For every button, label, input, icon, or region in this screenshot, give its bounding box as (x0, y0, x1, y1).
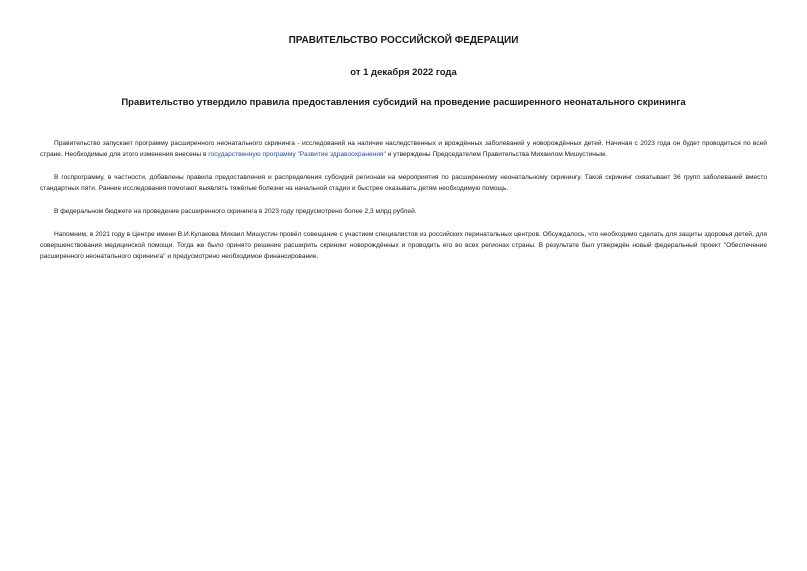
state-program-link[interactable]: государственную программу (208, 151, 296, 158)
healthcare-program-link[interactable]: "Развитие здравоохранения" (297, 151, 386, 158)
paragraph-3: В федеральном бюджете на проведение расширенного скрининга в 2023 году предусмотрено более 2,3 млрд рублей. (54, 208, 417, 215)
paragraph-1-text-start: Правительство запускает программу расширенного неонатального скрининга - исследований на наличие наследственных и врождённых заболеваний у новорождённых детей. Начиная с 2023 года он будет проводиться по всей стране. Необходимые для этого изменения внесены в (40, 140, 767, 158)
paragraph-2: В госпрограмму, в частности, добавлены правила предоставления и распределения субсидий регионам на мероприятия по расширенному неонатальному скринингу. Такой скрининг охватывает 36 групп заболеваний вместо стандартных пяти. Ранние исследования помогают выявлять тяжёлые болезни на начальной стадии и быстрее оказывать детям необходимую помощь. (40, 174, 767, 192)
paragraph-4: Напомним, в 2021 году в Центре имени В.И.Кулакова Михаил Мишустин провёл совещание с участием специалистов из российских перинатальных центров. Обсуждалось, что необходимо сделать для защиты здоровья детей, для совершенствования медицинской помощи. Тогда же было принято решение расширить скрининг новорождённых и проводить его во всех регионах страны. В результате был утверждён новый федеральный проект "Обеспечение расширенного неонатального скрининга" и предусмотрено необходимое финансирование. (40, 231, 767, 260)
paragraph-1-text-end: и утверждены Председателем Правительства Михаилом Мишустиным. (385, 151, 608, 158)
issuing-authority: ПРАВИТЕЛЬСТВО РОССИЙСКОЙ ФЕДЕРАЦИИ (288, 35, 519, 46)
document-title: Правительство утвердило правила предоставления субсидий на проведение расширенного неонатального скрининга (121, 97, 686, 108)
document-body (40, 138, 767, 274)
document-date: от 1 декабря 2022 года (350, 67, 457, 78)
paragraph-1 (40, 138, 767, 160)
